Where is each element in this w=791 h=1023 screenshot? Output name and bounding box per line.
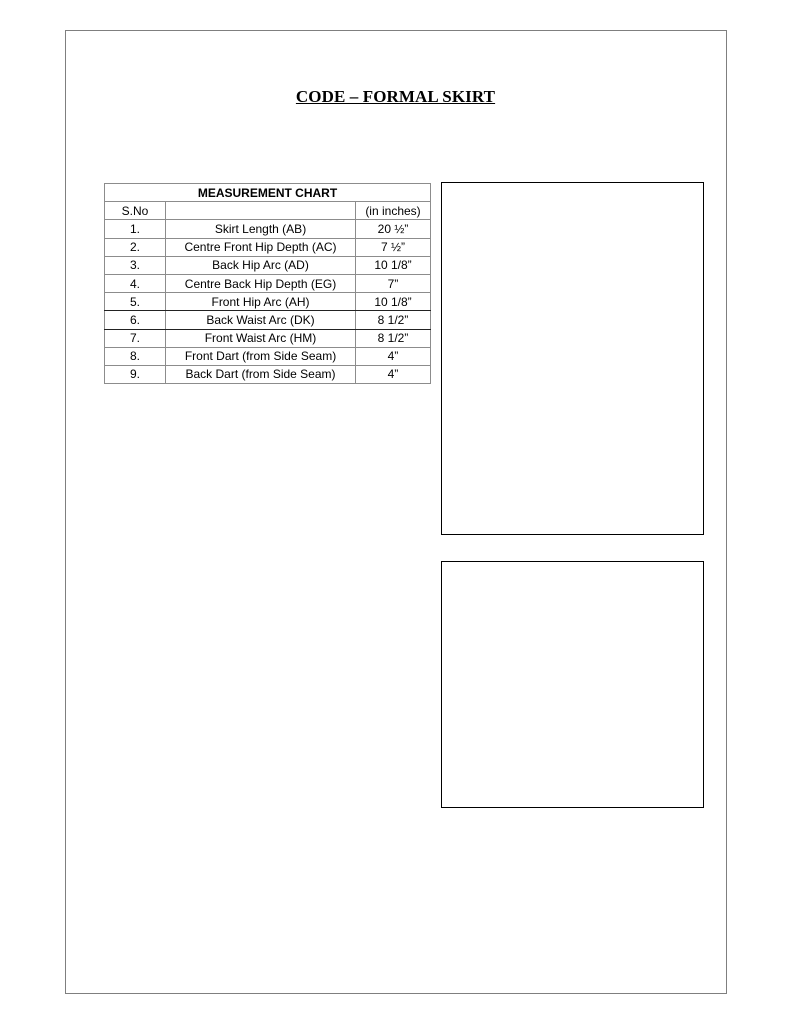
table-row [105,311,431,329]
image-placeholder-box-top [441,182,704,535]
cell-value: 8 1/2” [356,329,431,347]
table-heading: MEASUREMENT CHART [105,184,431,202]
cell-value: 20 ½” [356,220,431,238]
cell-value: 7” [356,274,431,292]
measurement-chart-table [104,183,431,384]
table-row [105,238,431,256]
table-row [105,220,431,238]
page-title: CODE – FORMAL SKIRT [295,87,496,106]
table-row [105,256,431,274]
cell-sno: 3. [105,256,166,274]
cell-description: Front Hip Arc (AH) [166,293,356,311]
column-header-unit: (in inches) [356,202,431,220]
cell-description: Back Waist Arc (DK) [166,311,356,329]
table-row [105,365,431,383]
cell-value: 10 1/8” [356,293,431,311]
cell-value: 8 1/2” [356,311,431,329]
cell-description: Front Dart (from Side Seam) [166,347,356,365]
table-heading-row [105,184,431,202]
cell-sno: 8. [105,347,166,365]
cell-value: 4” [356,347,431,365]
cell-sno: 7. [105,329,166,347]
column-header-description [166,202,356,220]
cell-description: Centre Back Hip Depth (EG) [166,274,356,292]
cell-value: 4” [356,365,431,383]
cell-sno: 5. [105,293,166,311]
table-row [105,347,431,365]
table-row [105,274,431,292]
table-header-row [105,202,431,220]
cell-description: Centre Front Hip Depth (AC) [166,238,356,256]
cell-description: Back Dart (from Side Seam) [166,365,356,383]
cell-sno: 9. [105,365,166,383]
cell-value: 7 ½” [356,238,431,256]
image-placeholder-box-bottom [441,561,704,808]
cell-sno: 6. [105,311,166,329]
column-header-sno: S.No [105,202,166,220]
cell-sno: 2. [105,238,166,256]
cell-description: Back Hip Arc (AD) [166,256,356,274]
table-row [105,329,431,347]
cell-value: 10 1/8” [356,256,431,274]
cell-sno: 1. [105,220,166,238]
cell-sno: 4. [105,274,166,292]
cell-description: Front Waist Arc (HM) [166,329,356,347]
cell-description: Skirt Length (AB) [166,220,356,238]
table-row [105,293,431,311]
